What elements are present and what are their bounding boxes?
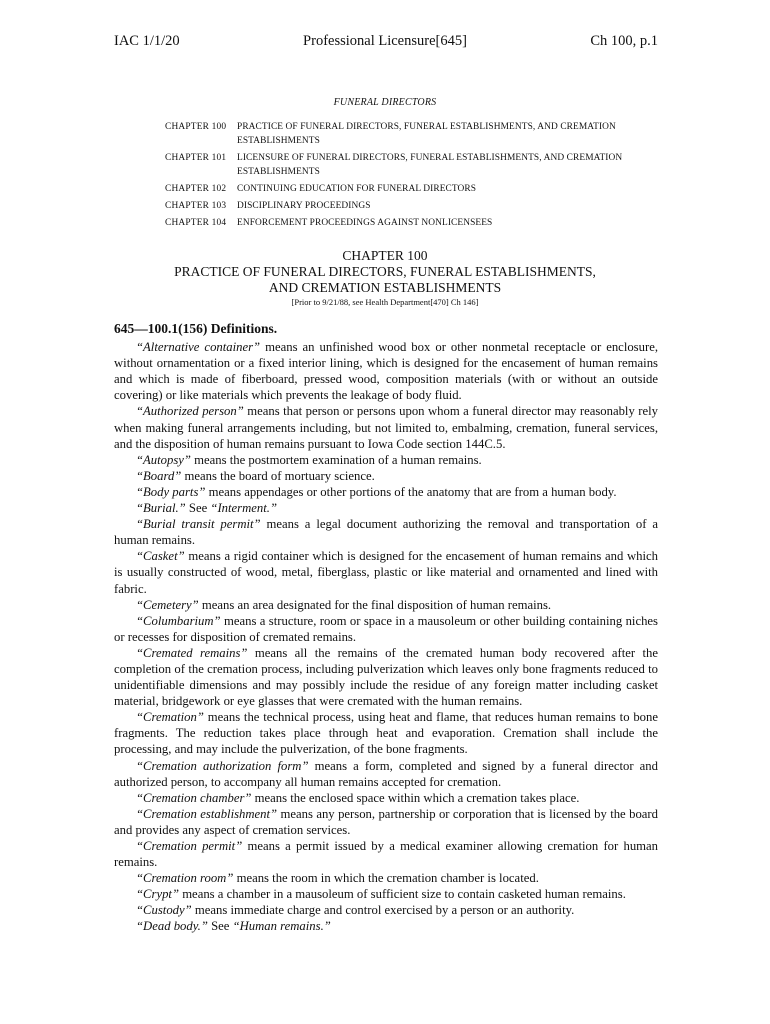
definition-text: See — [207, 919, 233, 934]
definition-paragraph — [114, 790, 658, 806]
definition-paragraph — [114, 758, 658, 790]
definition-paragraph — [114, 484, 658, 500]
chapter-title-line-1: PRACTICE OF FUNERAL DIRECTORS, FUNERAL ESTABLISHMENTS, — [174, 264, 596, 279]
definition-text: means the board of mortuary science. — [181, 468, 375, 483]
rule-body — [114, 321, 658, 935]
toc-row — [165, 120, 625, 148]
defined-term: “Burial transit permit” — [136, 517, 261, 532]
defined-term: “Cremation chamber” — [136, 790, 252, 805]
definition-paragraph — [114, 918, 658, 934]
definition-text: means any person, partnership or corporation that is licensed by the board and provides any aspect of cremation services. — [114, 806, 658, 837]
definition-text: means the room in which the cremation chamber is located. — [233, 871, 539, 886]
defined-term: “Alternative container” — [136, 340, 261, 355]
header-right: Ch 100, p.1 — [590, 33, 658, 49]
definition-paragraph — [114, 339, 658, 403]
defined-term: “Casket” — [136, 549, 185, 564]
rule-heading: 645—100.1(156) Definitions. — [114, 321, 278, 336]
defined-term: “Cremation authorization form” — [136, 758, 309, 773]
header-center: Professional Licensure[645] — [303, 33, 467, 49]
defined-term: “Columbarium” — [136, 613, 221, 628]
definition-text: means that person or persons upon whom a funeral director may reasonably rely when making funeral arrangements including, but not limited to, embalming, cremation, funeral services, and the disposition of human remains pursuant to Iowa Code section 144C.5. — [114, 404, 658, 451]
defined-term: “Board” — [136, 468, 182, 483]
definition-paragraph — [114, 806, 658, 838]
definition-text: means a legal document authorizing the removal and transportation of a human remains. — [114, 517, 658, 548]
chapter-history-note: [Prior to 9/21/88, see Health Department[470] Ch 146] — [291, 297, 479, 307]
defined-term: “Cremated remains” — [136, 645, 248, 660]
definition-text: means appendages or other portions of the anatomy that are from a human body. — [205, 484, 617, 499]
definition-paragraph — [114, 870, 658, 886]
definition-paragraph — [114, 838, 658, 870]
definition-paragraph — [114, 468, 658, 484]
defined-term: “Authorized person” — [136, 404, 244, 419]
definition-paragraph — [114, 613, 658, 645]
toc-chapter-number: CHAPTER 102 — [165, 184, 227, 194]
header-left: IAC 1/1/20 — [114, 33, 180, 49]
cross-reference-term: “Human remains.” — [232, 919, 331, 934]
definitions-list — [114, 339, 658, 934]
toc-chapter-number: CHAPTER 101 — [165, 153, 227, 163]
definition-text: means a rigid container which is designed for the encasement of human remains and which is usually constructed of wood, metal, fiberglass, plastic or like material and ornamented and lined with fabric. — [114, 549, 658, 596]
defined-term: “Cremation establishment” — [136, 806, 278, 821]
toc-row — [165, 199, 625, 213]
definition-paragraph — [114, 709, 658, 757]
definition-text: means an unfinished wood box or other nonmetal receptacle or enclosure, without ornamentation or a fixed interior lining, which is designed for the encasement of human remains and which is made of fiberboard, pressed wood, composition materials (with or without an outside covering) or like materials which prevents the leakage of body fluid. — [114, 340, 658, 403]
chapter-title-line-2: AND CREMATION ESTABLISHMENTS — [268, 280, 502, 295]
definition-text: means an area designated for the final disposition of human remains. — [198, 597, 552, 612]
cross-reference-term: “Interment.” — [210, 501, 277, 516]
defined-term: “Cemetery” — [136, 597, 199, 612]
definition-text: means the postmortem examination of a human remains. — [191, 452, 482, 467]
defined-term: “Cremation” — [136, 710, 204, 725]
definition-paragraph — [114, 452, 658, 468]
definition-text: means immediate charge and control exercised by a person or an authority. — [191, 903, 575, 918]
defined-term: “Cremation permit” — [136, 839, 243, 853]
toc-chapter-title: ENFORCEMENT PROCEEDINGS AGAINST NONLICENSEES — [237, 218, 493, 228]
definition-text: See — [185, 501, 211, 516]
definition-paragraph — [114, 886, 658, 902]
definition-text: means all the remains of the cremated human body recovered after the completion of the cremation process, including pulverization which leaves only bone fragments reduced to unidentifiable dimensions and may possibly include the residue of any foreign matter including casket material, bridgework or eye glasses that were cremated with the human remains. — [114, 645, 658, 709]
toc-chapter-number: CHAPTER 100 — [165, 122, 227, 132]
definition-text: means the enclosed space within which a cremation takes place. — [251, 790, 580, 805]
definition-paragraph — [114, 516, 658, 548]
definition-paragraph — [114, 403, 658, 451]
toc-chapter-number: CHAPTER 104 — [165, 218, 227, 228]
toc-row — [165, 151, 625, 179]
defined-term: “Crypt” — [136, 887, 180, 902]
defined-term: “Body parts” — [136, 484, 206, 499]
definition-text: means the technical process, using heat and flame, that reduces human remains to bone fragments. The reduction takes place through heat and evaporation. Cremation shall include the processing, and may include the pulverization, of the bone fragments. — [114, 710, 658, 757]
chapter-table-of-contents — [165, 120, 625, 233]
defined-term: “Autopsy” — [136, 452, 191, 467]
agency-title: FUNERAL DIRECTORS — [333, 97, 437, 108]
chapter-heading — [0, 248, 770, 308]
definition-paragraph — [114, 548, 658, 596]
toc-row — [165, 182, 625, 196]
definition-paragraph — [114, 902, 658, 918]
definition-text: means a permit issued by a medical examiner allowing cremation for human remains. — [114, 839, 659, 870]
toc-chapter-title: DISCIPLINARY PROCEEDINGS — [237, 201, 371, 211]
definition-paragraph — [114, 645, 658, 709]
defined-term: “Burial.” — [136, 501, 186, 516]
defined-term: “Dead body.” — [136, 919, 208, 934]
toc-chapter-number: CHAPTER 103 — [165, 201, 227, 211]
toc-chapter-title: LICENSURE OF FUNERAL DIRECTORS, FUNERAL ESTABLISHMENTS, AND CREMATION ESTABLISHMENTS — [237, 153, 623, 177]
definition-text: means a structure, room or space in a mausoleum or other building containing niches or recesses for disposition of cremated remains. — [114, 613, 658, 644]
toc-row — [165, 216, 625, 230]
definition-paragraph — [114, 500, 658, 516]
defined-term: “Cremation room” — [136, 871, 234, 886]
definition-paragraph — [114, 597, 658, 613]
defined-term: “Custody” — [136, 903, 192, 918]
toc-chapter-title: CONTINUING EDUCATION FOR FUNERAL DIRECTORS — [237, 184, 477, 194]
chapter-number: CHAPTER 100 — [342, 248, 428, 263]
definition-text: means a form, completed and signed by a funeral director and authorized person, to accompany all human remains accepted for cremation. — [114, 758, 658, 789]
definition-text: means a chamber in a mausoleum of sufficient size to contain casketed human remains. — [179, 887, 626, 902]
toc-chapter-title: PRACTICE OF FUNERAL DIRECTORS, FUNERAL ESTABLISHMENTS, AND CREMATION ESTABLISHMENTS — [237, 122, 616, 146]
